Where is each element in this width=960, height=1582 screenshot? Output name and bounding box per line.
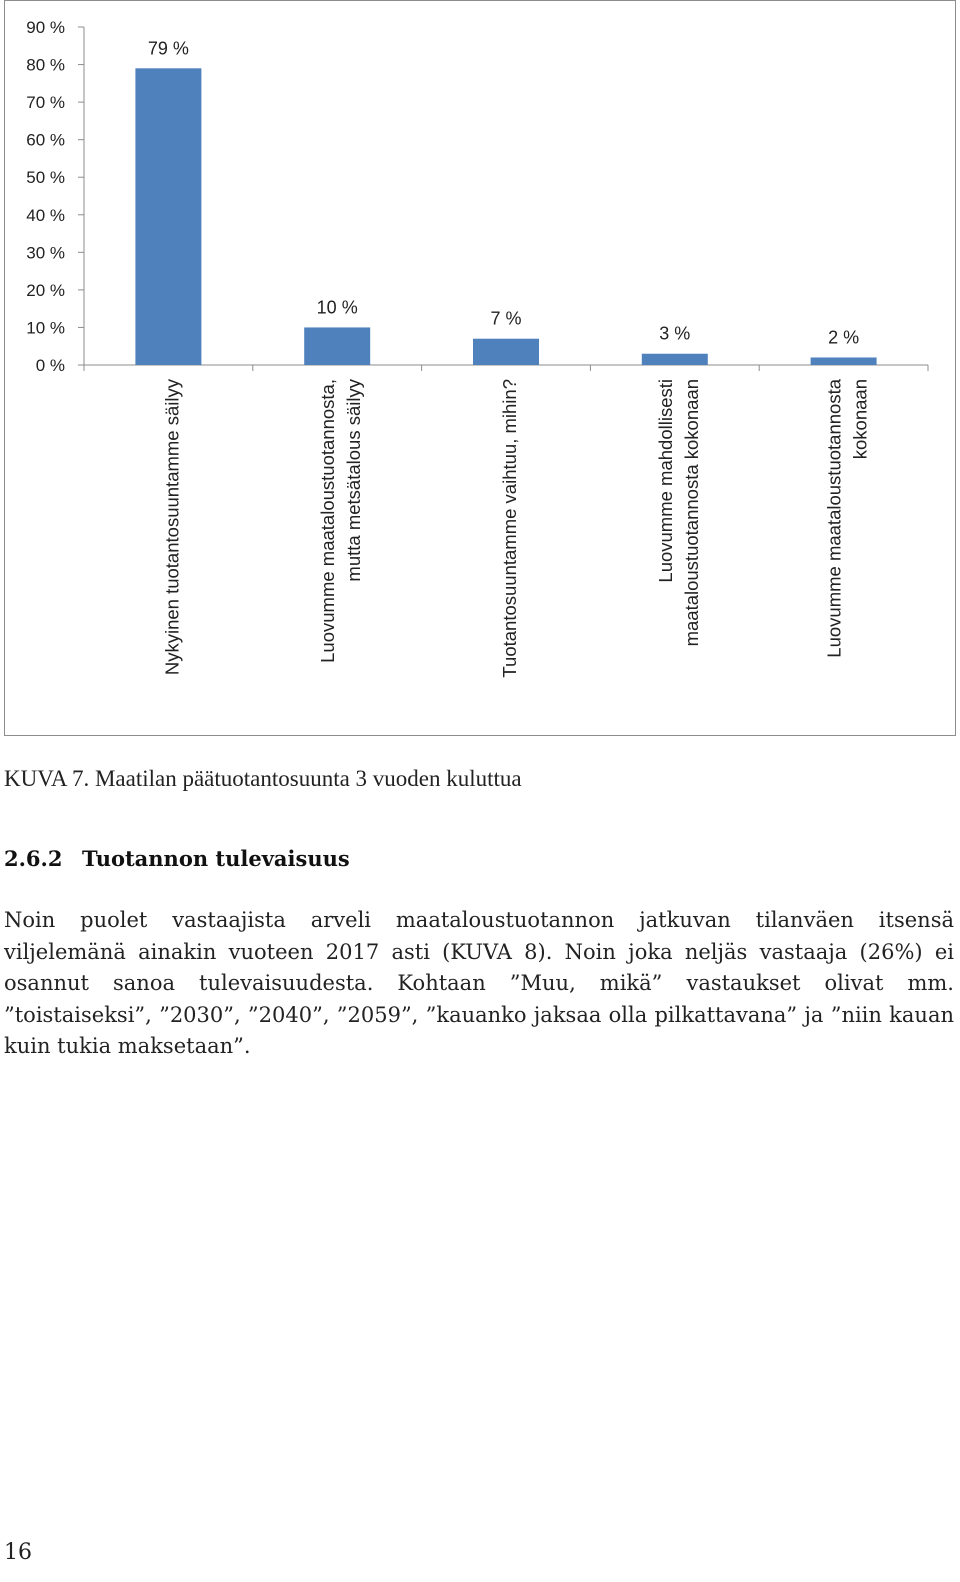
section-title: Tuotannon tulevaisuus <box>82 846 350 871</box>
x-category-label: Tuotantosuuntamme vaihtuu, mihin? <box>499 379 520 678</box>
bar <box>135 68 201 365</box>
bar <box>304 327 370 365</box>
section-heading <box>4 846 350 871</box>
y-tick-label: 10 % <box>26 318 65 338</box>
x-category-label: mutta metsätalous säilyy <box>343 379 365 582</box>
bar <box>473 339 539 365</box>
data-label: 2 % <box>828 327 860 348</box>
y-tick-label: 40 % <box>26 205 65 225</box>
y-tick-label: 50 % <box>26 168 65 188</box>
y-tick-label: 90 % <box>26 18 65 37</box>
body-paragraph: Noin puolet vastaajista arveli maataloustuotannon jatkuvan tilanväen itsensä viljelemänä ainakin vuoteen 2017 asti (KUVA 8). Noin joka neljäs vastaaja (26%) ei osannut sanoa tulevaisuudesta. Kohtaan ”Muu, mikä” vastaukset olivat mm. ”toistaiseksi”, ”2030”, ”2040”, ”2059”, ”kauanko jaksaa olla pilkattavana” ja ”niin kauan kuin tukia maksetaan”. <box>4 908 954 1058</box>
bar <box>642 354 708 365</box>
data-label: 3 % <box>659 323 691 344</box>
y-tick-label: 80 % <box>26 55 65 75</box>
figure-caption: KUVA 7. Maatilan päätuotantosuunta 3 vuoden kuluttua <box>4 766 522 791</box>
section-number: 2.6.2 <box>4 846 63 871</box>
y-tick-label: 20 % <box>26 280 65 300</box>
data-label: 7 % <box>490 308 522 329</box>
data-label: 79 % <box>147 38 189 59</box>
x-category-label: Luovumme mahdollisesti <box>654 379 676 583</box>
x-category-label: Luovumme maataloustuotannosta <box>823 379 845 658</box>
page-number: 16 <box>4 1540 32 1565</box>
data-label: 10 % <box>316 297 358 318</box>
y-tick-label: 60 % <box>26 130 65 150</box>
x-category-label: Luovumme maataloustuotannosta, <box>317 379 339 663</box>
y-tick-label: 70 % <box>26 93 65 113</box>
x-category-label: kokonaan <box>849 379 871 460</box>
chart-frame <box>4 0 956 736</box>
bar-chart <box>5 1 957 737</box>
y-tick-label: 30 % <box>26 243 65 263</box>
x-category-label: maataloustuotannosta kokonaan <box>680 379 702 647</box>
y-tick-label: 0 % <box>35 356 65 375</box>
bar <box>811 357 877 365</box>
x-category-label: Nykyinen tuotantosuuntamme säilyy <box>161 379 183 676</box>
